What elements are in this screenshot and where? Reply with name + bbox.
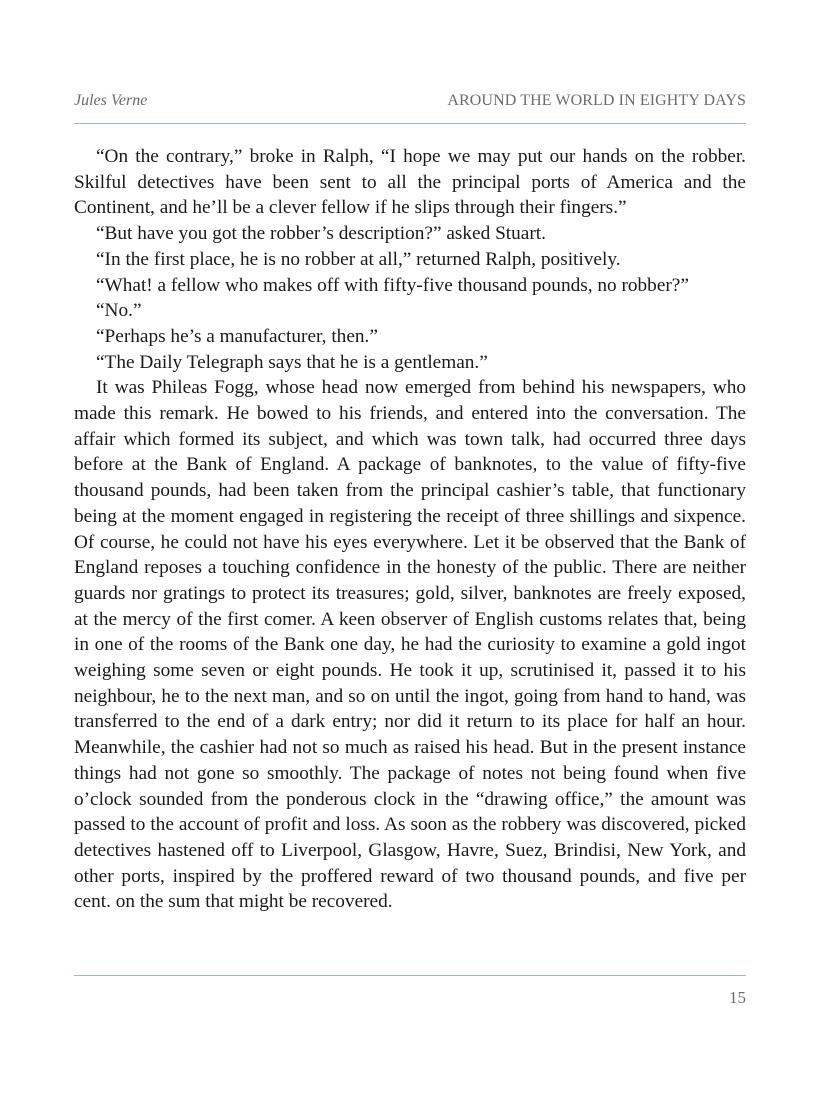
header-author: Jules Verne [74,92,148,109]
footer-divider [74,975,746,976]
body-text [74,144,746,915]
paragraph: It was Phileas Fogg, whose head now emerged from behind his newspapers, who made this remark. He bowed to his friends, and entered into the conversation. The affair which formed its subject, and which was town talk, had occurred three days before at the Bank of England. A package of banknotes, to the value of fifty-five thousand pounds, had been taken from the principal cashier’s table, that functionary being at the moment engaged in registering the receipt of three shillings and sixpence. Of course, he could not have his eyes everywhere. Let it be observed that the Bank of England reposes a touching confidence in the honesty of the public. There are neither guards nor gratings to protect its treasures; gold, silver, banknotes are freely exposed, at the mercy of the first comer. A keen observer of English customs relates that, being in one of the rooms of the Bank one day, he had the curiosity to examine a gold ingot weighing some seven or eight pounds. He took it up, scrutinised it, passed it to his neighbour, he to the next man, and so on until the ingot, going from hand to hand, was transferred to the end of a dark entry; nor did it return to its place for half an hour. Meanwhile, the cashier had not so much as raised his head. But in the present instance things had not gone so smoothly. The package of notes not being found when five o’clock sounded from the ponderous clock in the “drawing office,” the amount was passed to the account of profit and loss. As soon as the robbery was discovered, picked detectives hastened off to Liverpool, Glasgow, Havre, Suez, Brindisi, New York, and other ports, inspired by the proffered reward of two thousand pounds, and five per cent. on the sum that might be recovered. [74,377,746,913]
paragraph: “In the first place, he is no robber at all,” returned Ralph, positively. [96,248,621,270]
page-number: 15 [729,988,746,1007]
paragraph: “No.” [96,300,142,322]
paragraph: “The Daily Telegraph says that he is a gentleman.” [96,351,488,373]
paragraph: “On the contrary,” broke in Ralph, “I hope we may put our hands on the robber. Skilful detectives have been sent to all the principal ports of America and the Continent, and he’ll be a clever fellow if he slips through their fingers.” [74,146,746,219]
running-header [74,92,746,116]
paragraph: “But have you got the robber’s description?” asked Stuart. [96,223,546,245]
header-book-title: AROUND THE WORLD IN EIGHTY DAYS [447,92,746,109]
paragraph: “What! a fellow who makes off with fifty-five thousand pounds, no robber?” [96,274,689,296]
paragraph: “Perhaps he’s a manufacturer, then.” [96,325,378,347]
header-divider [74,123,746,124]
